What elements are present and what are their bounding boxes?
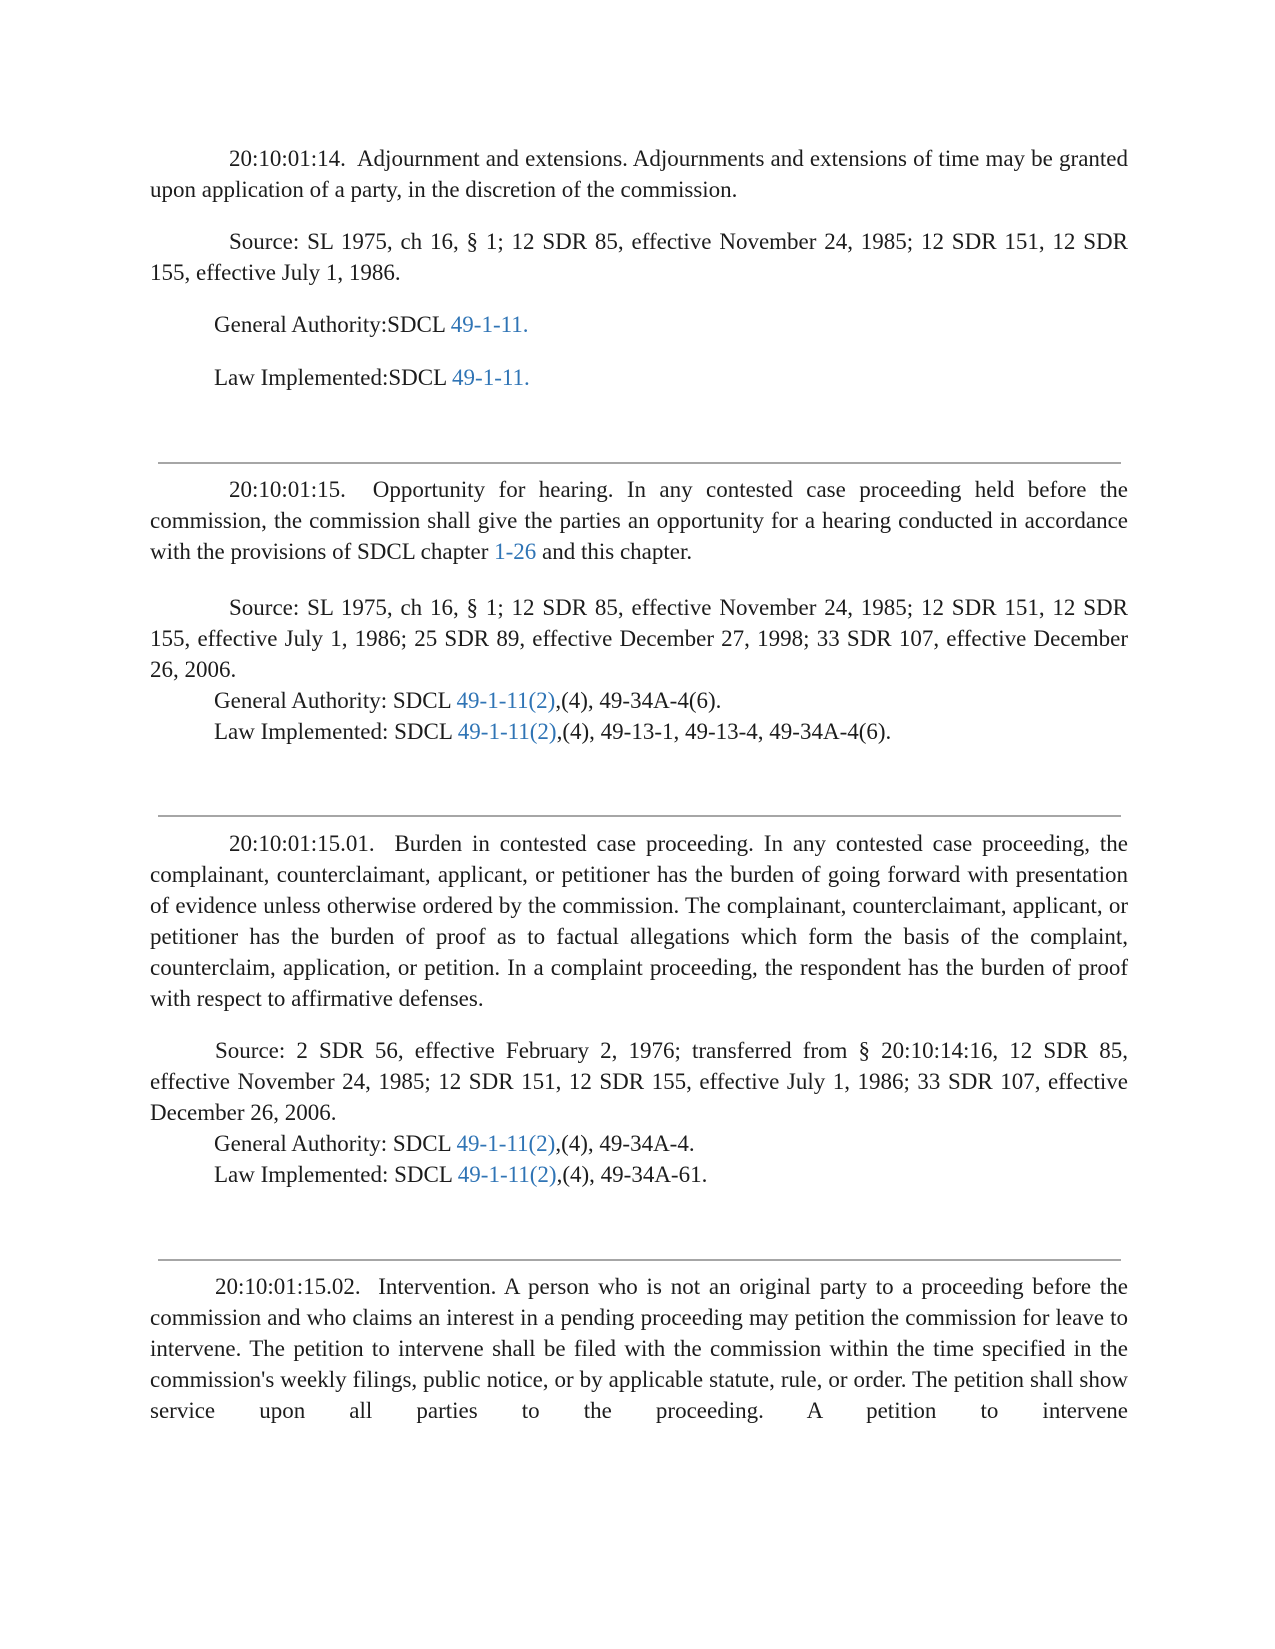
statute-link[interactable]: 49-1-11(2) <box>456 688 556 713</box>
section-text: Burden in contested case proceeding. In any contested case proceeding, the complainant, counterclaimant, applicant, or petitioner has the burden of going forward with presentation of evidence unless otherwise ordered by the commission. The complainant, counterclaimant, applicant, or petitioner has the burden of proof as to factual allegations which form the basis of the complaint, counterclaim, application, or petition. In a complaint proceeding, the respondent has the burden of proof with respect to affirmative defenses. <box>150 831 1129 1011</box>
statute-link[interactable]: 49-1-11(2) <box>457 719 557 744</box>
source-text: Source: SL 1975, ch 16, § 1; 12 SDR 85, effective November 24, 1985; 12 SDR 151, 12 SDR 155, effective July 1, 1986. <box>150 229 1128 285</box>
section-text-end: and this chapter. <box>536 539 693 564</box>
general-authority-label: General Authority: SDCL <box>214 1131 457 1156</box>
section-divider <box>158 462 1121 464</box>
general-authority-label: General Authority: SDCL <box>214 688 457 713</box>
law-implemented <box>150 716 1128 747</box>
general-authority-rest: ,(4), 49-34A-4(6). <box>555 688 722 713</box>
section-20-10-01-15-01 <box>150 828 1128 1014</box>
section-number: 20:10:01:14. <box>229 146 346 171</box>
statute-link[interactable]: 49-1-11. <box>452 365 530 390</box>
section-text: Intervention. A person who is not an original party to a proceeding before the commission and who claims an interest in a pending proceeding may petition the commission for leave to intervene. The petition to intervene shall be filed with the commission within the time specified in the commission's weekly filings, public notice, or by applicable statute, rule, or order. The petition shall show service upon all parties to the proceeding. A petition to intervene <box>150 1274 1128 1423</box>
law-implemented-label: Law Implemented:SDCL <box>214 365 453 390</box>
law-implemented <box>150 1159 1128 1190</box>
statute-link[interactable]: 49-1-11(2) <box>457 1162 557 1187</box>
source-note <box>150 226 1128 288</box>
section-text: Opportunity for hearing. In any contested case proceeding held before the commission, the commission shall give the parties an opportunity for a hearing conducted in accordance with the provisions of SDCL chapter <box>150 477 1128 564</box>
chapter-link[interactable]: 1-26 <box>494 539 537 564</box>
statute-link[interactable]: 49-1-11(2) <box>456 1131 556 1156</box>
section-divider <box>158 1259 1121 1261</box>
general-authority <box>150 685 1128 716</box>
section-number: 20:10:01:15.01. <box>229 831 375 856</box>
statute-link[interactable]: 49-1-11. <box>450 312 529 337</box>
section-20-10-01-14 <box>150 143 1128 205</box>
source-note <box>150 592 1128 747</box>
section-body <box>150 1271 1128 1426</box>
general-authority-label: General Authority:SDCL <box>214 312 451 337</box>
section-text: Adjournment and extensions. Adjournments and extensions of time may be granted upon application of a party, in the discretion of the commission. <box>150 146 1128 202</box>
law-implemented-rest: ,(4), 49-34A-61. <box>556 1162 708 1187</box>
general-authority-rest: ,(4), 49-34A-4. <box>555 1131 695 1156</box>
section-number: 20:10:01:15.02. <box>215 1274 361 1299</box>
law-implemented-rest: ,(4), 49-13-1, 49-13-4, 49-34A-4(6). <box>556 719 892 744</box>
section-number: 20:10:01:15. <box>229 477 346 502</box>
general-authority <box>150 309 1128 340</box>
section-body <box>150 143 1128 205</box>
section-20-10-01-15-02 <box>150 1271 1128 1426</box>
law-implemented-label: Law Implemented: SDCL <box>214 719 458 744</box>
general-authority <box>150 1128 1128 1159</box>
section-body <box>150 474 1128 567</box>
section-body <box>150 828 1128 1014</box>
source-note <box>150 1035 1128 1190</box>
source-text: Source: SL 1975, ch 16, § 1; 12 SDR 85, effective November 24, 1985; 12 SDR 151, 12 SDR 155, effective July 1, 1986; 25 SDR 89, effective December 27, 1998; 33 SDR 107, effective December 26, 2006. <box>150 595 1128 682</box>
section-20-10-01-15 <box>150 474 1128 567</box>
law-implemented <box>150 362 1128 393</box>
section-divider <box>158 815 1121 817</box>
source-text: Source: 2 SDR 56, effective February 2, 1976; transferred from § 20:10:14:16, 12 SDR 85, effective November 24, 1985; 12 SDR 151, 12 SDR 155, effective July 1, 1986; 33 SDR 107, effective December 26, 2006. <box>150 1038 1128 1125</box>
law-implemented-label: Law Implemented: SDCL <box>214 1162 458 1187</box>
